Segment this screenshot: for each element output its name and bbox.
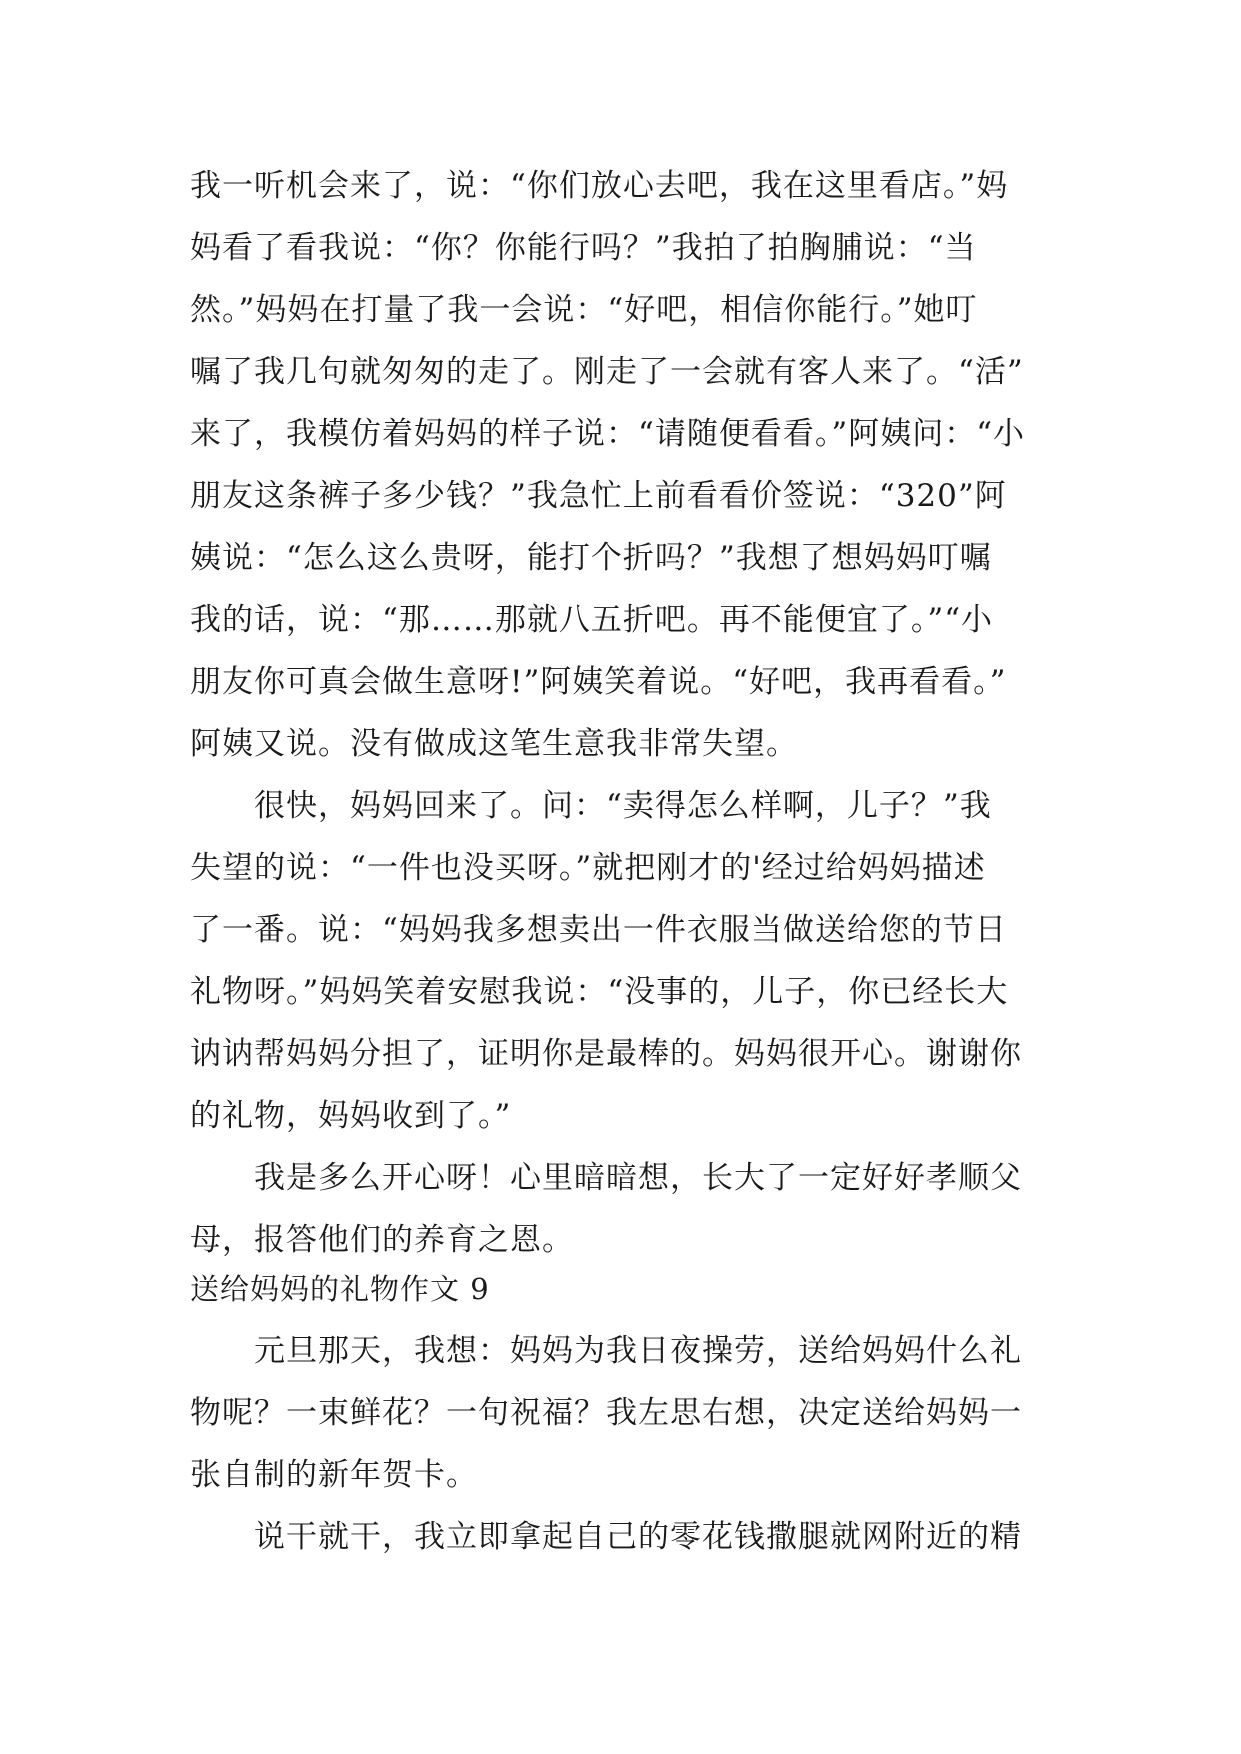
text-line: 很快，妈妈回来了。问：“卖得怎么样啊，儿子？”我	[190, 788, 992, 824]
text-line: 我是多么开心呀！心里暗暗想，长大了一定好好孝顺父	[190, 1160, 1022, 1196]
text-line: 来了，我模仿着妈妈的样子说：“请随便看看。”阿姨问：“小	[190, 416, 1026, 452]
text-line: 阿姨又说。没有做成这笔生意我非常失望。	[190, 726, 798, 762]
text-line: 了一番。说：“妈妈我多想卖出一件衣服当做送给您的节日	[190, 912, 1007, 948]
text-line: 朋友这条裤子多少钱？”我急忙上前看看价签说：“320”阿	[190, 478, 1007, 514]
essay-section-2	[190, 1320, 1070, 1568]
essay-section-1	[190, 155, 1070, 1271]
text-line: 妈看了看我说：“你？你能行吗？”我拍了拍胸脯说：“当	[190, 230, 977, 266]
text-line: 失望的说：“一件也没买呀。”就把刚才的'经过给妈妈描述	[190, 850, 986, 886]
text-line: 朋友你可真会做生意呀!”阿姨笑着说。“好吧，我再看看。”	[190, 664, 1007, 700]
essay-heading: 送给妈妈的礼物作文 9	[190, 1272, 490, 1306]
text-line: 姨说：“怎么这么贵呀，能打个折吗？”我想了想妈妈叮嘱	[190, 540, 992, 576]
text-line: 元旦那天，我想：妈妈为我日夜操劳，送给妈妈什么礼	[190, 1333, 1022, 1369]
text-line: 母，报答他们的养育之恩。	[190, 1222, 574, 1258]
text-line: 讷讷帮妈妈分担了，证明你是最棒的。妈妈很开心。谢谢你	[190, 1036, 1022, 1072]
text-line: 的礼物，妈妈收到了。”	[190, 1098, 512, 1134]
text-line: 嘱了我几句就匆匆的走了。刚走了一会就有客人来了。“活”	[190, 354, 1024, 390]
text-line: 然。”妈妈在打量了我一会说：“好吧，相信你能行。”她叮	[190, 292, 978, 328]
text-line: 说干就干，我立即拿起自己的零花钱撒腿就网附近的精	[190, 1519, 1022, 1555]
text-line: 我的话，说：“那……那就八五折吧。再不能便宜了。”“小	[190, 602, 994, 638]
text-line: 礼物呀。”妈妈笑着安慰我说：“没事的，儿子，你已经长大	[190, 974, 1009, 1010]
text-line: 我一听机会来了，说：“你们放心去吧，我在这里看店。”妈	[190, 168, 1009, 204]
text-line: 张自制的新年贺卡。	[190, 1457, 478, 1493]
text-line: 物呢？一束鲜花？一句祝福？我左思右想，决定送给妈妈一	[190, 1395, 1022, 1431]
